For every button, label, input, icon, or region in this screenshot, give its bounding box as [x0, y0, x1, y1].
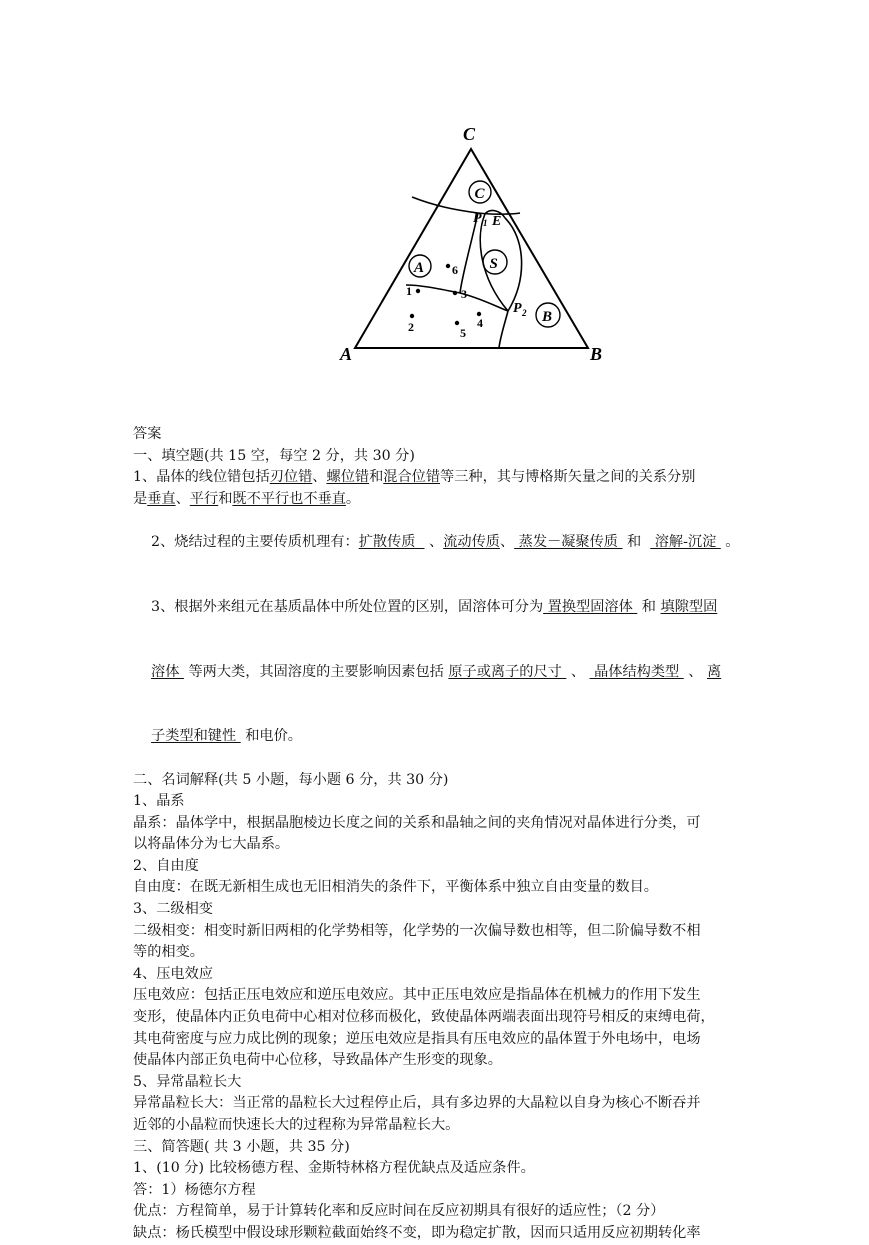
answer-blank: 置换型固溶体 — [543, 598, 638, 615]
vertex-label-c: C — [463, 124, 476, 144]
region-label-c: C — [474, 186, 485, 202]
text-span: 等两大类，其固溶度的主要影响因素包括 — [183, 663, 449, 680]
point-label-1: 1 — [406, 284, 412, 298]
answer-blank: 子类型和键性 — [151, 728, 241, 745]
short-answer-q1: 1、(10 分) 比较杨德方程、金斯特林格方程优缺点及适应条件。 — [133, 1160, 535, 1177]
region-b — [536, 303, 560, 327]
term-1-def-line: 晶系：晶体学中，根据晶胞棱边长度之间的关系和晶轴之间的夹角情况对晶体进行分类，可 — [133, 814, 701, 831]
text-span: 和 — [218, 490, 233, 507]
point-2-dot — [410, 314, 414, 318]
term-3-title: 3、二级相变 — [133, 901, 213, 918]
text-span: 、 — [683, 663, 707, 680]
region-label-a: A — [414, 260, 425, 276]
term-4-def-line: 使晶体内部正负电荷中心位移，导致晶体产生形变的现象。 — [133, 1052, 502, 1069]
point-label-p2-sub: 2 — [522, 308, 527, 318]
answer-blank: 刃位错 — [269, 469, 313, 486]
point-3-dot — [453, 291, 457, 295]
region-label-b: B — [542, 309, 553, 325]
text-span: 、 — [566, 663, 590, 680]
answer-blank: 离 — [706, 663, 722, 680]
point-label-4: 4 — [477, 316, 483, 330]
text-span: 和 — [369, 469, 384, 486]
text-span: 和 — [622, 533, 651, 550]
text-span: 。 — [720, 533, 740, 550]
term-3-def-line: 二级相变：相变时新旧两相的化学势相等，化学势的一次偏导数也相等，但二阶偏导数不相 — [133, 922, 701, 939]
ternary-diagram-svg — [330, 118, 620, 368]
short-answer-disadvantages: 缺点：杨氏模型中假设球形颗粒截面始终不变，即为稳定扩散，因而只适用反应初期转化率 — [133, 1224, 701, 1241]
text-span: 、 — [175, 490, 190, 507]
term-3-def-line: 等的相变。 — [133, 944, 204, 961]
answer-blank: 溶解-沉淀 — [650, 533, 721, 550]
ternary-phase-diagram — [330, 118, 620, 368]
text-span: 等三种，其与博格斯矢量之间的关系分别 — [440, 469, 696, 486]
point-5-dot — [455, 321, 459, 325]
region-a — [409, 255, 431, 277]
answer-blank: 混合位错 — [383, 469, 441, 486]
text-span: 和电价。 — [240, 728, 302, 745]
region-s — [483, 250, 507, 274]
section-3-heading: 三、简答题( 共 3 小题，共 35 分) — [133, 1138, 350, 1155]
answer-heading: 答案 — [133, 426, 162, 442]
answer-blank: 晶体结构类型 — [589, 663, 684, 680]
point-label-6: 6 — [452, 263, 458, 277]
text-span: 、 — [499, 533, 515, 550]
short-answer-a1-title: 答：1）杨德尔方程 — [133, 1181, 256, 1198]
answer-blank: 螺位错 — [326, 469, 370, 486]
point-label-2: 2 — [408, 320, 414, 334]
triangle-outline — [355, 149, 588, 348]
answer-blank: 既不平行也不垂直 — [232, 490, 346, 507]
answer-blank: 填隙型固 — [660, 598, 718, 615]
term-4-title: 4、压电效应 — [133, 965, 213, 982]
term-5-title: 5、异常晶粒长大 — [133, 1073, 242, 1090]
answer-blank: 垂直 — [147, 490, 176, 507]
point-1-dot — [416, 289, 420, 293]
answer-blank: 蒸发－凝聚传质 — [514, 533, 623, 550]
answer-blank: 流动传质 — [443, 533, 500, 550]
term-4-def-line: 变形，使晶体内正负电荷中心相对位移而极化，致使晶体两端表面出现符号相反的束缚电荷， — [133, 1009, 715, 1026]
fill-q2-line-1 — [133, 510, 741, 575]
fill-q1-line-2 — [133, 489, 741, 511]
term-1-def-line: 以将晶体分为七大晶系。 — [133, 836, 290, 853]
point-label-5: 5 — [460, 326, 466, 340]
answer-blank: 扩散传质 — [358, 533, 425, 550]
fill-q3-line-1 — [133, 575, 741, 640]
term-1-title: 1、晶系 — [133, 793, 185, 810]
term-4-def-line: 压电效应：包括正压电效应和逆压电效应。其中正压电效应是指晶体在机械力的作用下发生 — [133, 987, 701, 1004]
text-span: 、 — [312, 469, 327, 486]
text-span: 2、烧结过程的主要传质机理有： — [151, 533, 359, 550]
point-6-dot — [446, 264, 450, 268]
region-label-s: S — [489, 256, 498, 272]
answer-blank: 原子或离子的尺寸 — [448, 663, 567, 680]
point-label-3: 3 — [461, 287, 467, 301]
fill-q3-line-2 — [133, 640, 741, 705]
boundary-a-left — [406, 285, 460, 293]
text-span: 3、根据外来组元在基质晶体中所处位置的区别，固溶体可分为 — [151, 598, 544, 615]
vertex-label-b: B — [590, 344, 603, 364]
text-span: 1、晶体的线位错包括 — [133, 469, 270, 486]
boundary-b-bottom — [499, 311, 508, 348]
text-span: 、 — [424, 533, 444, 550]
term-5-def-line: 近邻的小晶粒而快速长大的过程称为异常晶粒长大。 — [133, 1117, 460, 1133]
text-span: 。 — [345, 490, 361, 507]
vertex-label-a: A — [340, 344, 353, 364]
fill-q1-line-1 — [133, 467, 741, 489]
point-label-e: E — [492, 214, 502, 229]
short-answer-advantages: 优点：方程简单，易于计算转化率和反应时间在反应初期具有很好的适应性；（2 分） — [133, 1203, 665, 1220]
term-2-def-line: 自由度：在既无新相生成也无旧相消失的条件下，平衡体系中独立自由变量的数目。 — [133, 879, 658, 896]
region-c — [469, 181, 491, 203]
text-span: 和 — [637, 598, 661, 615]
text-span: 是 — [133, 490, 148, 507]
fill-q3-line-3 — [133, 705, 741, 770]
point-label-p1-sub: 1 — [483, 218, 488, 228]
point-label-p2: P — [513, 301, 522, 316]
answer-blank: 平行 — [189, 490, 219, 507]
section-1-heading: 一、填空题(共 15 空，每空 2 分，共 30 分) — [133, 447, 415, 464]
term-2-title: 2、自由度 — [133, 857, 199, 874]
section-2-heading: 二、名词解释(共 5 小题，每小题 6 分，共 30 分) — [133, 771, 449, 788]
answer-blank: 溶体 — [151, 663, 184, 680]
term-4-def-line: 其电荷密度与应力成比例的现象；逆压电效应是指具有压电效应的晶体置于外电场中，电场 — [133, 1030, 701, 1047]
answer-document — [133, 424, 741, 1245]
term-5-def-line: 异常晶粒长大：当正常的晶粒长大过程停止后，具有多边界的大晶粒以自身为核心不断吞并 — [133, 1095, 701, 1112]
point-label-p1: P — [473, 211, 482, 226]
